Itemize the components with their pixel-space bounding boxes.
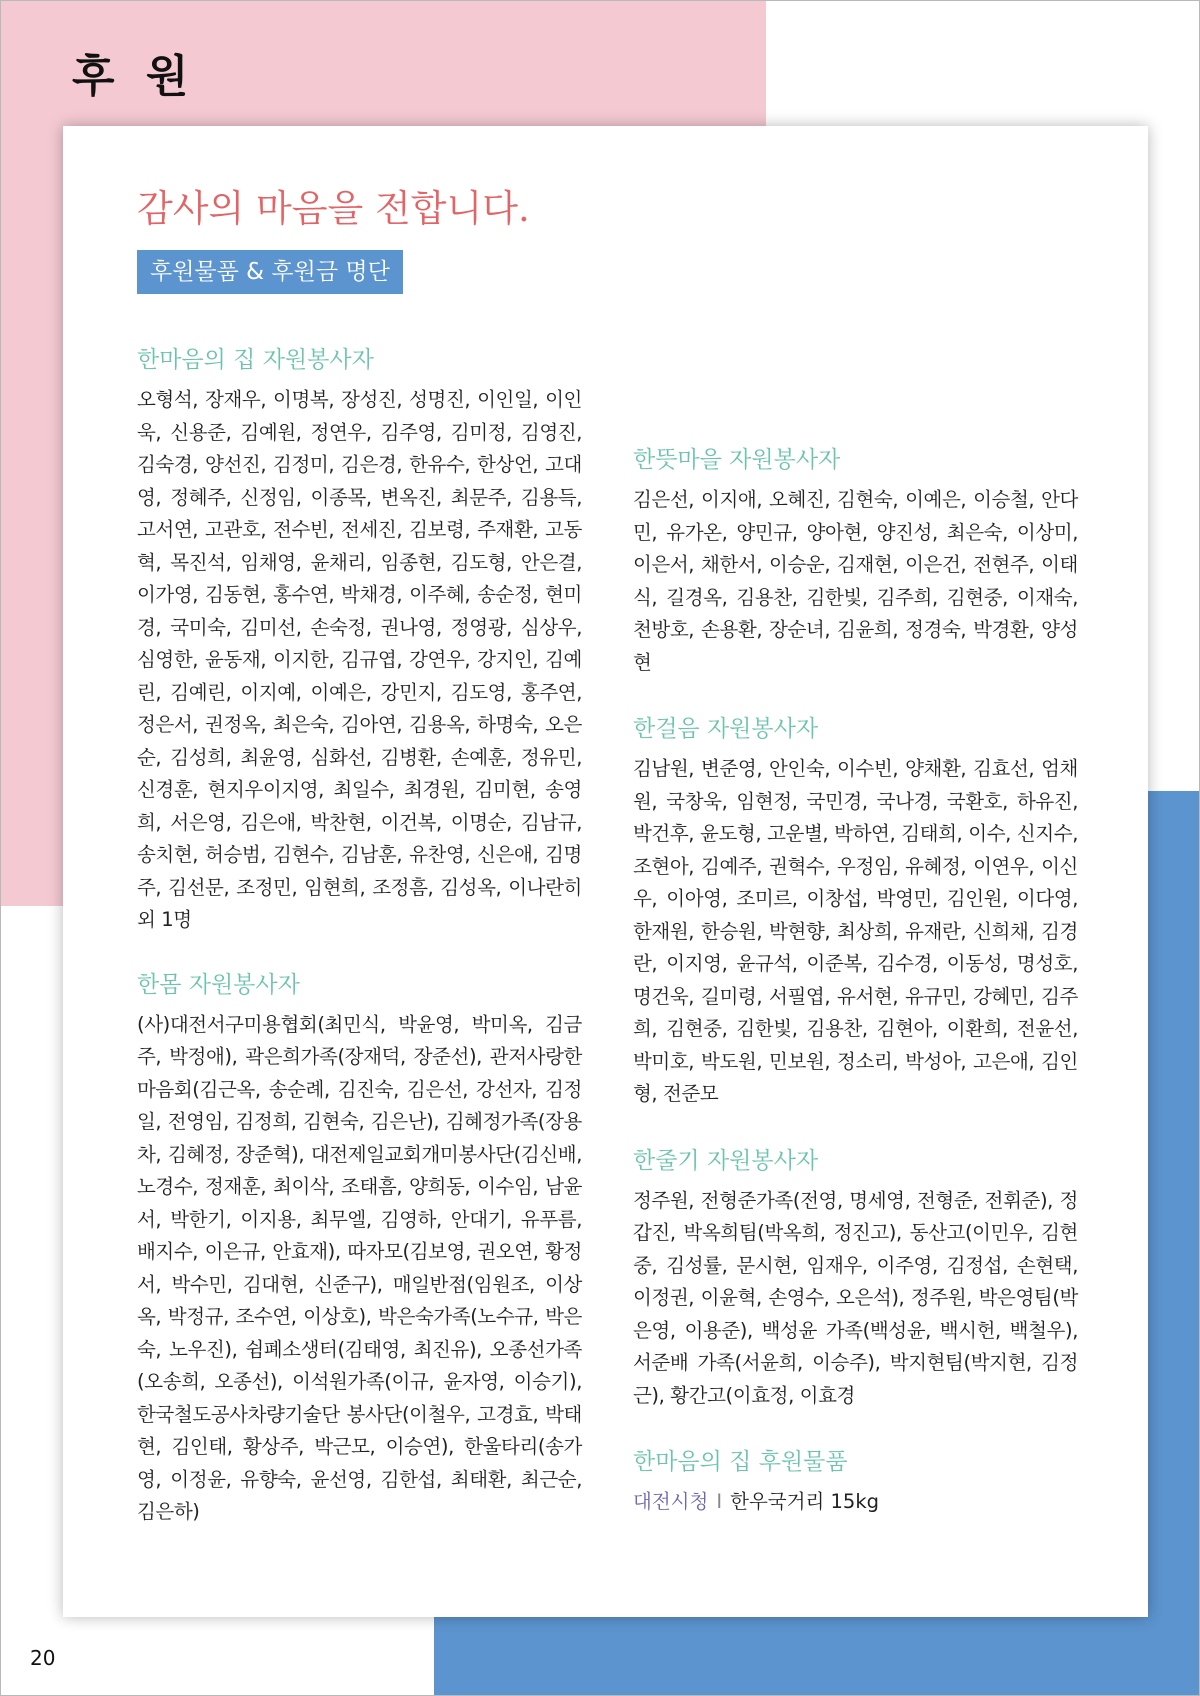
section-title: 후 원	[72, 51, 197, 102]
column-continuation-spacer	[633, 342, 1078, 410]
thanks-heading: 감사의 마음을 전합니다.	[137, 187, 530, 230]
separator: I	[716, 1490, 723, 1513]
left-column	[137, 344, 582, 1529]
group-names: (사)대전서구미용협회(최민식, 박윤영, 박미옥, 김금주, 박정애), 곽은희가족(장재덕, 장준선), 관저사랑한마음회(김근옥, 송순례, 김진숙, 김은선, 강선자, 김정일, 전영임, 김정희, 김현숙, 김은난), 김혜정가족(장용차, 김혜정, 장준혁), 대전제일교회개미봉사단(김신배, 노경수, 정재훈, 최이삭, 조태흠, 양희동, 이수임, 남윤서, 박한기, 이지용, 최무엘, 김영하, 안대기, 유푸름, 배지수, 이은규, 안효재), 따자모(김보영, 권오연, 황정서, 박수민, 김대현, 신준구), 매일반점(임원조, 이상옥, 박정규, 조수연, 이상호), 박은숙가족(노수규, 박은숙, 노우진), 쉼폐소생터(김태영, 최진유), 오종선가족(오송희, 오종선), 이석원가족(이규, 윤자영, 이승기), 한국철도공사차량기술단 봉사단(이철우, 고경효, 박태현, 김인태, 황상주, 박근모, 이승연), 한울타리(송가영, 이정윤, 유향숙, 윤선영, 김한섭, 최태환, 최근순, 김은하)	[137, 1012, 582, 1523]
volunteer-group	[633, 1145, 1078, 1413]
donation-group	[633, 1446, 1078, 1519]
group-title: 한뜻마을 자원봉사자	[633, 447, 841, 473]
volunteer-group	[633, 444, 1078, 679]
group-names: 김은선, 이지애, 오혜진, 김현숙, 이예은, 이승철, 안다민, 유가온, 양민규, 양아현, 양진성, 최은숙, 이상미, 이은서, 채한서, 이승운, 김재현, 이은건, 전현주, 이태식, 길경옥, 김용찬, 김한빛, 김주희, 김현중, 이재숙, 천방호, 손용환, 장순녀, 김윤희, 정경숙, 박경환, 양성현	[633, 488, 1078, 674]
donation-entry	[633, 1486, 1078, 1519]
group-title: 한몸 자원봉사자	[137, 971, 300, 998]
page-number: 20	[30, 1646, 56, 1670]
group-title: 한걸음 자원봉사자	[633, 716, 819, 742]
group-title: 한마음의 집 자원봉사자	[137, 347, 374, 373]
content-card	[63, 126, 1148, 1617]
volunteer-group	[137, 969, 582, 1529]
volunteer-group	[137, 344, 582, 937]
group-names: 정주원, 전형준가족(전영, 명세영, 전형준, 전휘준), 정갑진, 박옥희팀(박옥희, 정진고), 동산고(이민우, 김현중, 김성률, 문시현, 임재우, 이주영, 김정섭, 손현택, 이정권, 이윤혁, 손영수, 오은석), 정주원, 박은영팀(박은영, 이용준), 백성윤 가족(백성윤, 백시헌, 백철우), 서준배 가족(서윤희, 이승주), 박지현팀(박지현, 김정근), 황간고(이효정, 이효경	[633, 1188, 1078, 1407]
group-names: 오형석, 장재우, 이명복, 장성진, 성명진, 이인일, 이인욱, 신용준, 김예원, 정연우, 김주영, 김미정, 김영진, 김숙경, 양선진, 김정미, 김은경, 한유수, 한상언, 고대영, 정혜주, 신정임, 이종목, 변옥진, 최문주, 김용득, 고서연, 고관호, 전수빈, 전세진, 김보령, 주재환, 고동혁, 목진석, 임채영, 윤채리, 임종현, 김도형, 안은결, 이가영, 김동현, 홍수연, 박채경, 이주혜, 송순정, 현미경, 국미숙, 김미선, 손숙정, 권나영, 정영광, 심상우, 심영한, 윤동재, 이지한, 김규엽, 강연우, 강지인, 김예린, 김예린, 이지예, 이예은, 강민지, 김도영, 홍주연, 정은서, 권정옥, 최은숙, 김아연, 김용옥, 하명숙, 오은순, 김성희, 최윤영, 심화선, 김병환, 손예훈, 정유민, 신경훈, 현지우이지영, 최일수, 최경원, 김미현, 송영희, 서은영, 김은애, 박찬현, 이건복, 이명순, 김남규, 송치현, 허승범, 김현수, 김남훈, 유찬영, 신은애, 김명주, 김선문, 조정민, 임현희, 조정흠, 김성옥, 이나란히외 1명	[137, 388, 582, 931]
group-names: 김남원, 변준영, 안인숙, 이수빈, 양채환, 김효선, 엄채원, 국창욱, 임현정, 국민경, 국나경, 국환호, 하유진, 박건후, 윤도형, 고운별, 박하연, 김태희, 이수, 신지수, 조현아, 김예주, 권혁수, 우정임, 유혜정, 이연우, 이신우, 이아영, 조미르, 이창섭, 박영민, 김인원, 이다영, 한재원, 한승원, 박현향, 최상희, 유재란, 신희채, 김경란, 이지영, 윤규석, 이준복, 김수경, 이동성, 명성호, 명건욱, 길미령, 서필엽, 유서현, 유규민, 강혜민, 김주희, 김현중, 김한빛, 김용찬, 김현아, 이환희, 전윤선, 박미호, 박도원, 민보원, 정소리, 박성아, 고은애, 김인형, 전준모	[633, 757, 1078, 1105]
donor-name: 대전시청	[633, 1490, 709, 1513]
group-title: 한줄기 자원봉사자	[633, 1147, 819, 1174]
donor-list-label: 후원물품 & 후원금 명단	[137, 250, 403, 294]
donation-title: 한마음의 집 후원물품	[633, 1449, 848, 1475]
donated-item: 한우국거리 15kg	[730, 1490, 879, 1513]
right-column	[633, 342, 1078, 1519]
volunteer-group	[633, 713, 1078, 1111]
